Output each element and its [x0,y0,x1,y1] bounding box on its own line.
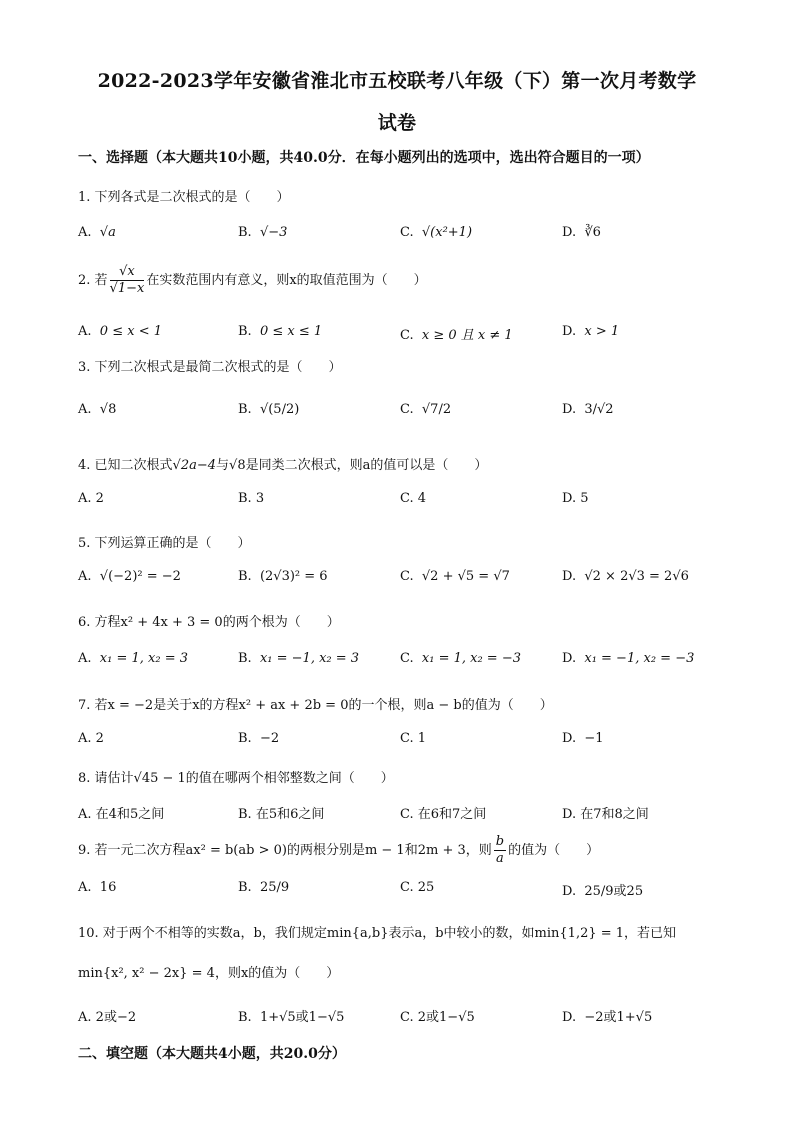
option-a[interactable]: A. √a [78,225,116,240]
exam-title-line2: 试卷 [377,112,417,134]
section-heading-fill-in: 二、填空题（本大题共4小题，共20.0分） [78,1046,346,1062]
question-8-stem: 8. 请估计√45 − 1的值在哪两个相邻整数之间（ ） [78,771,394,786]
option-d[interactable]: D. −2或1+√5 [562,1010,653,1025]
option-b[interactable]: B. x₁ = −1, x₂ = 3 [238,651,360,666]
option-c[interactable]: C. √7/2 [400,402,452,417]
question-10-stem-line2: min{x², x² − 2x} = 4，则x的值为（ ） [78,966,340,981]
option-b[interactable]: B. 3 [238,491,265,506]
option-a[interactable]: A. √8 [78,402,117,417]
option-b[interactable]: B. √(5/2) [238,402,300,417]
question-10-stem-line1: 10. 对于两个不相等的实数a，b，我们规定min{a,b}表示a，b中较小的数，如min{1,2} = 1，若已知 [78,926,677,941]
question-3-stem: 3. 下列二次根式是最简二次根式的是（ ） [78,360,342,375]
question-6-stem: 6. 方程x² + 4x + 3 = 0的两个根为（ ） [78,615,340,630]
option-d[interactable]: D. ∛6 [562,225,601,240]
question-2-stem: 2. 若 $\frac{√x}{√1-x}$ 在实数范围内有意义，则x的取值范围为（ ） [78,264,427,296]
option-b[interactable]: B. √−3 [238,225,288,240]
option-a[interactable]: A. x₁ = 1, x₂ = 3 [78,651,189,666]
option-a[interactable]: A. 在4和5之间 [78,807,165,822]
option-b[interactable]: B. 1+√5或1−√5 [238,1010,345,1025]
option-b[interactable]: B. (2√3)² = 6 [238,569,328,584]
option-c[interactable]: C. 4 [400,491,427,506]
option-b[interactable]: B. −2 [238,731,280,746]
question-1-stem: 1. 下列各式是二次根式的是（ ） [78,190,290,205]
option-c[interactable]: C. √2 + √5 = √7 [400,569,510,584]
question-9-stem: 9. 若一元二次方程ax² = b(ab > 0)的两根分别是m − 1和2m + 3，则 $\frac{b}{a}$ 的值为（ ） [78,834,600,866]
option-b[interactable]: B. 25/9 [238,880,290,895]
option-c[interactable]: C. 在6和7之间 [400,807,487,822]
option-d[interactable]: D. x₁ = −1, x₂ = −3 [562,651,695,666]
option-c[interactable]: C. √(x²+1) [400,225,473,240]
option-d[interactable]: D. −1 [562,731,604,746]
option-c[interactable]: C. 2或1−√5 [400,1010,475,1025]
option-a[interactable]: A. 16 [78,880,117,895]
option-a[interactable]: A. 2或−2 [78,1010,137,1025]
question-7-stem: 7. 若x = −2是关于x的方程x² + ax + 2b = 0的一个根，则a − b的值为（ ） [78,698,553,713]
option-c[interactable]: C. 1 [400,731,427,746]
question-5-stem: 5. 下列运算正确的是（ ） [78,536,251,551]
option-d[interactable]: D. 3/√2 [562,402,614,417]
option-d[interactable]: D. 25/9或25 [562,884,644,899]
option-b[interactable]: B. 0 ≤ x ≤ 1 [238,324,323,339]
option-d[interactable]: D. 5 [562,491,589,506]
option-a[interactable]: A. 0 ≤ x < 1 [78,324,162,339]
section-heading-choice: 一、选择题（本大题共10小题，共40.0分．在每小题列出的选项中，选出符合题目的一项） [78,150,650,166]
option-a[interactable]: A. 2 [78,491,104,506]
option-d[interactable]: D. x > 1 [562,324,620,339]
option-c[interactable]: C. x ≥ 0 且 x ≠ 1 [400,328,513,343]
option-d[interactable]: D. √2 × 2√3 = 2√6 [562,569,689,584]
question-4-stem: 4. 已知二次根式√2a−4与√8是同类二次根式，则a的值可以是（ ） [78,458,488,473]
option-b[interactable]: B. 在5和6之间 [238,807,325,822]
option-a[interactable]: A. 2 [78,731,104,746]
option-d[interactable]: D. 在7和8之间 [562,807,649,822]
option-c[interactable]: C. 25 [400,880,435,895]
option-c[interactable]: C. x₁ = 1, x₂ = −3 [400,651,521,666]
exam-title-line1: 2022-2023学年安徽省淮北市五校联考八年级（下）第一次月考数学 [97,70,697,92]
option-a[interactable]: A. √(−2)² = −2 [78,569,181,584]
